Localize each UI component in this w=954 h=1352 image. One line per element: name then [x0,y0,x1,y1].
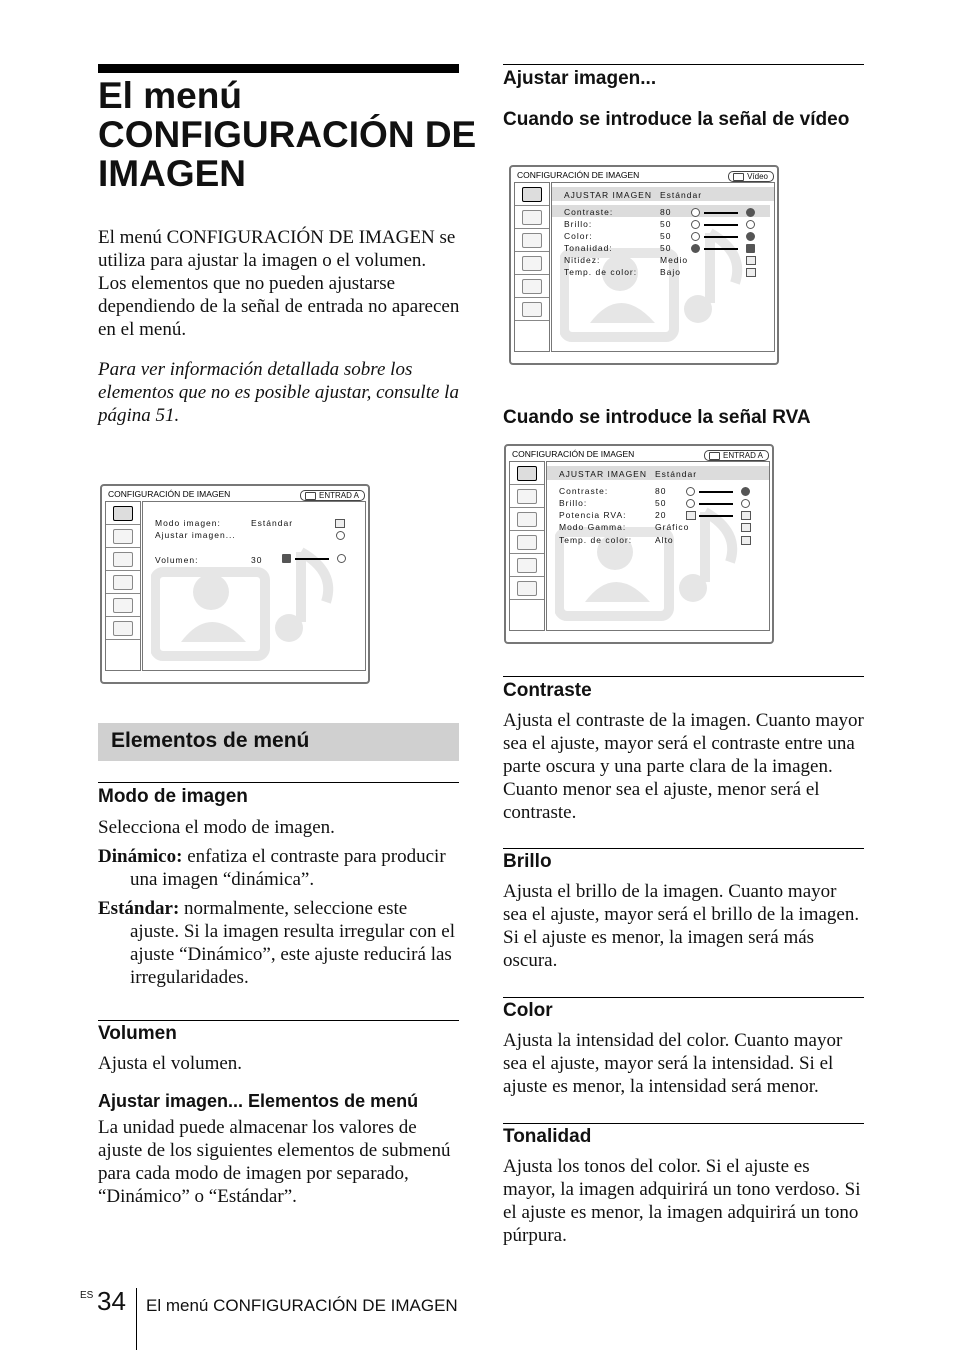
contrast-high-icon [746,208,755,217]
screen-header: CONFIGURACIÓN DE IMAGEN [512,449,635,459]
input-arrow-icon [733,173,744,181]
tab-info-icon[interactable] [515,298,549,321]
row-value-contraste: 80 [660,207,672,217]
brightness-slider[interactable] [699,503,733,505]
row-label-brillo[interactable]: Brillo: [564,219,593,229]
volume-slider[interactable] [295,558,329,560]
row-label-temp-color[interactable]: Temp. de color: [564,267,638,277]
menu-tabs [514,182,550,352]
row-value-temp-color: Bajo [660,267,682,277]
brightness-high-icon [746,220,755,229]
heading-brillo: Brillo [503,851,552,872]
intro-block [98,226,460,427]
page-number: 34 [97,1286,126,1316]
input-indicator: ENTRAD A [704,450,769,461]
modo-text: Selecciona el modo de imagen. [98,817,335,838]
volumen-text: Ajusta el volumen. [98,1053,243,1074]
rule-volumen [98,1020,459,1021]
intro-paragraph-2: Los elementos que no pueden ajustarse dependiendo de la señal de entrada no aparecen en el menú. [98,273,460,340]
tab-menu-icon[interactable] [515,252,549,275]
brillo-block [503,850,865,972]
row-label-brillo[interactable]: Brillo: [559,498,588,508]
row-label-volumen: Volumen: [155,555,199,565]
brightness-slider[interactable] [704,224,738,226]
row-label-contraste[interactable]: Contraste: [564,207,614,217]
color-text: Ajusta la intensidad del color. Cuanto mayor sea el ajuste, mayor será la intensidad. Si el ajuste es menor, la intensidad será menor. [503,1030,843,1097]
contrast-low-icon [691,208,700,217]
contrast-high-icon [741,487,750,496]
speaker-loud-icon [337,554,346,563]
hue-low-icon [691,244,700,253]
heading-color: Color [503,1000,553,1021]
brillo-text: Ajusta el brillo de la imagen. Cuanto mayor sea el ajuste, mayor será el brillo de la imagen. Si el ajuste es menor, la imagen será más oscura. [503,881,860,971]
footer-lang: ES [80,1290,94,1301]
row-value-modo-imagen[interactable]: Estándar [251,518,294,528]
rgb-low-icon [686,511,696,520]
contraste-block [503,679,865,824]
rule-tonalidad [503,1123,864,1124]
row-label-modo-gamma[interactable]: Modo Gamma: [559,522,627,532]
tab-menu-icon[interactable] [510,531,544,554]
row-value-tonalidad: 50 [660,243,672,253]
row-label-ajustar-imagen[interactable]: Ajustar imagen... [155,530,236,540]
contrast-low-icon [686,487,695,496]
submenu-title: AJUSTAR IMAGEN [564,190,652,200]
heading-modo: Modo de imagen [98,786,248,807]
menu-screen-main [100,484,370,684]
def-estandar: Estándar: normalmente, seleccione este ajuste. Si la imagen resulta irregular con el ajuste “Dinámico”, este ajuste reducirá las irregularidades. [98,898,455,988]
mode-icon [335,519,345,528]
hue-slider[interactable] [704,248,738,250]
rule-modo [98,782,459,783]
submenu-title-value: Estándar [655,469,698,479]
tab-input-icon[interactable] [510,485,544,508]
row-label-potencia-rva[interactable]: Potencia RVA: [559,510,627,520]
rule-color [503,997,864,998]
watermark-icon [555,502,755,622]
menu-tabs [105,501,141,671]
input-arrow-icon [305,492,316,500]
heading-ajustar: Ajustar imagen... [503,68,657,89]
rule-contraste [503,676,864,677]
menu-panel [551,182,775,352]
heading-volumen: Volumen [98,1023,177,1044]
color-temp-icon [746,268,756,277]
title-rule [98,64,459,73]
color-temp-icon [741,536,751,545]
menu-panel [142,501,366,671]
row-label-tonalidad[interactable]: Tonalidad: [564,243,613,253]
tab-menu-icon[interactable] [106,571,140,594]
brightness-low-icon [691,220,700,229]
rgb-slider[interactable] [699,515,733,517]
row-value-contraste: 80 [655,486,667,496]
row-value-nitidez: Medio [660,255,689,265]
tab-installation-icon[interactable] [515,275,549,298]
row-value-volumen: 30 [251,555,263,565]
rgb-high-icon [741,511,751,520]
section-band [98,723,459,761]
tab-installation-icon[interactable] [510,554,544,577]
heading-ajustar-elementos: Ajustar imagen... Elementos de menú [98,1091,419,1111]
submenu-title: AJUSTAR IMAGEN [559,469,647,479]
ajustar-block [503,67,865,131]
footer-divider [136,1288,137,1350]
tonalidad-block [503,1125,865,1247]
color-high-icon [746,232,755,241]
intro-note: Para ver información detallada sobre los elementos que no es posible ajustar, consulte la página 51. [98,359,459,426]
row-value-color: 50 [660,231,672,241]
contrast-slider[interactable] [699,491,733,493]
tab-input-icon[interactable] [515,206,549,229]
volumen-block [98,1022,460,1208]
color-block [503,999,865,1098]
row-value-brillo: 50 [660,219,672,229]
section-title: Elementos de menú [111,729,310,752]
speaker-icon [282,554,291,563]
row-value-temp-color: Alto [655,535,674,545]
input-indicator: Vídeo [728,171,774,182]
contrast-slider[interactable] [704,212,738,214]
menu-panel [546,461,770,631]
menu-screen-video [509,165,779,365]
row-value-brillo: 50 [655,498,667,508]
modo-block [98,785,460,989]
sharpness-icon [746,256,756,265]
rule-brillo [503,848,864,849]
row-label-temp-color[interactable]: Temp. de color: [559,535,633,545]
tab-installation-icon[interactable] [106,594,140,617]
color-low-icon [691,232,700,241]
row-label-modo-imagen: Modo imagen: [155,518,221,528]
tab-setting-icon[interactable] [515,229,549,252]
tonalidad-text: Ajusta los tonos del color. Si el ajuste es mayor, la imagen adquirirá un tono verdoso. Si el ajuste es menor, la imagen adquirirá un tono púrpura. [503,1156,861,1246]
def-dinamico: Dinámico: enfatiza el contraste para producir una imagen “dinámica”. [98,846,446,890]
screen-header: CONFIGURACIÓN DE IMAGEN [108,489,231,499]
hue-high-icon [746,244,755,253]
tab-info-icon[interactable] [510,577,544,600]
contraste-text: Ajusta el contraste de la imagen. Cuanto mayor sea el ajuste, mayor será el contraste entre una parte oscura y una parte clara de la imagen. Cuanto menor sea el ajuste, menor será el contraste. [503,710,864,823]
heading-tonalidad: Tonalidad [503,1126,592,1147]
intro-paragraph-1: El menú CONFIGURACIÓN DE IMAGEN se utiliza para ajustar la imagen o el volumen. [98,227,456,271]
ajustar-elementos-text: La unidad puede almacenar los valores de ajuste de los siguientes elementos de submenú para cada modo de imagen por separado, “Dinámico” o “Estándar”. [98,1117,451,1207]
tab-setting-icon[interactable] [510,508,544,531]
brightness-low-icon [686,499,695,508]
heading-video: Cuando se introduce la señal de vídeo [503,109,850,130]
rva-heading-block [503,406,865,429]
row-label-contraste[interactable]: Contraste: [559,486,609,496]
rule-ajustar [503,64,864,65]
row-label-color[interactable]: Color: [564,231,593,241]
row-value-potencia-rva: 20 [655,510,667,520]
menu-screen-rva [504,444,774,644]
tab-picture-icon[interactable] [106,502,140,525]
watermark-icon [560,223,760,343]
tab-input-icon[interactable] [106,525,140,548]
submenu-title-value: Estándar [660,190,703,200]
brightness-icon [336,531,345,540]
row-label-nitidez[interactable]: Nitidez: [564,255,601,265]
tab-setting-icon[interactable] [106,548,140,571]
row-value-modo-gamma: Gráfico [655,522,690,532]
gamma-icon [741,523,751,532]
heading-rva: Cuando se introduce la señal RVA [503,407,811,428]
color-slider[interactable] [704,236,738,238]
input-indicator: ENTRAD A [300,490,365,501]
page-title: El menú CONFIGURACIÓN DE IMAGEN [98,75,477,194]
screen-header: CONFIGURACIÓN DE IMAGEN [517,170,640,180]
input-arrow-icon [709,452,720,460]
tab-info-icon[interactable] [106,617,140,640]
brightness-high-icon [741,499,750,508]
heading-contraste: Contraste [503,680,592,701]
tab-picture-icon[interactable] [515,183,549,206]
menu-tabs [509,461,545,631]
tab-picture-icon[interactable] [510,462,544,485]
running-title: El menú CONFIGURACIÓN DE IMAGEN [146,1296,458,1315]
